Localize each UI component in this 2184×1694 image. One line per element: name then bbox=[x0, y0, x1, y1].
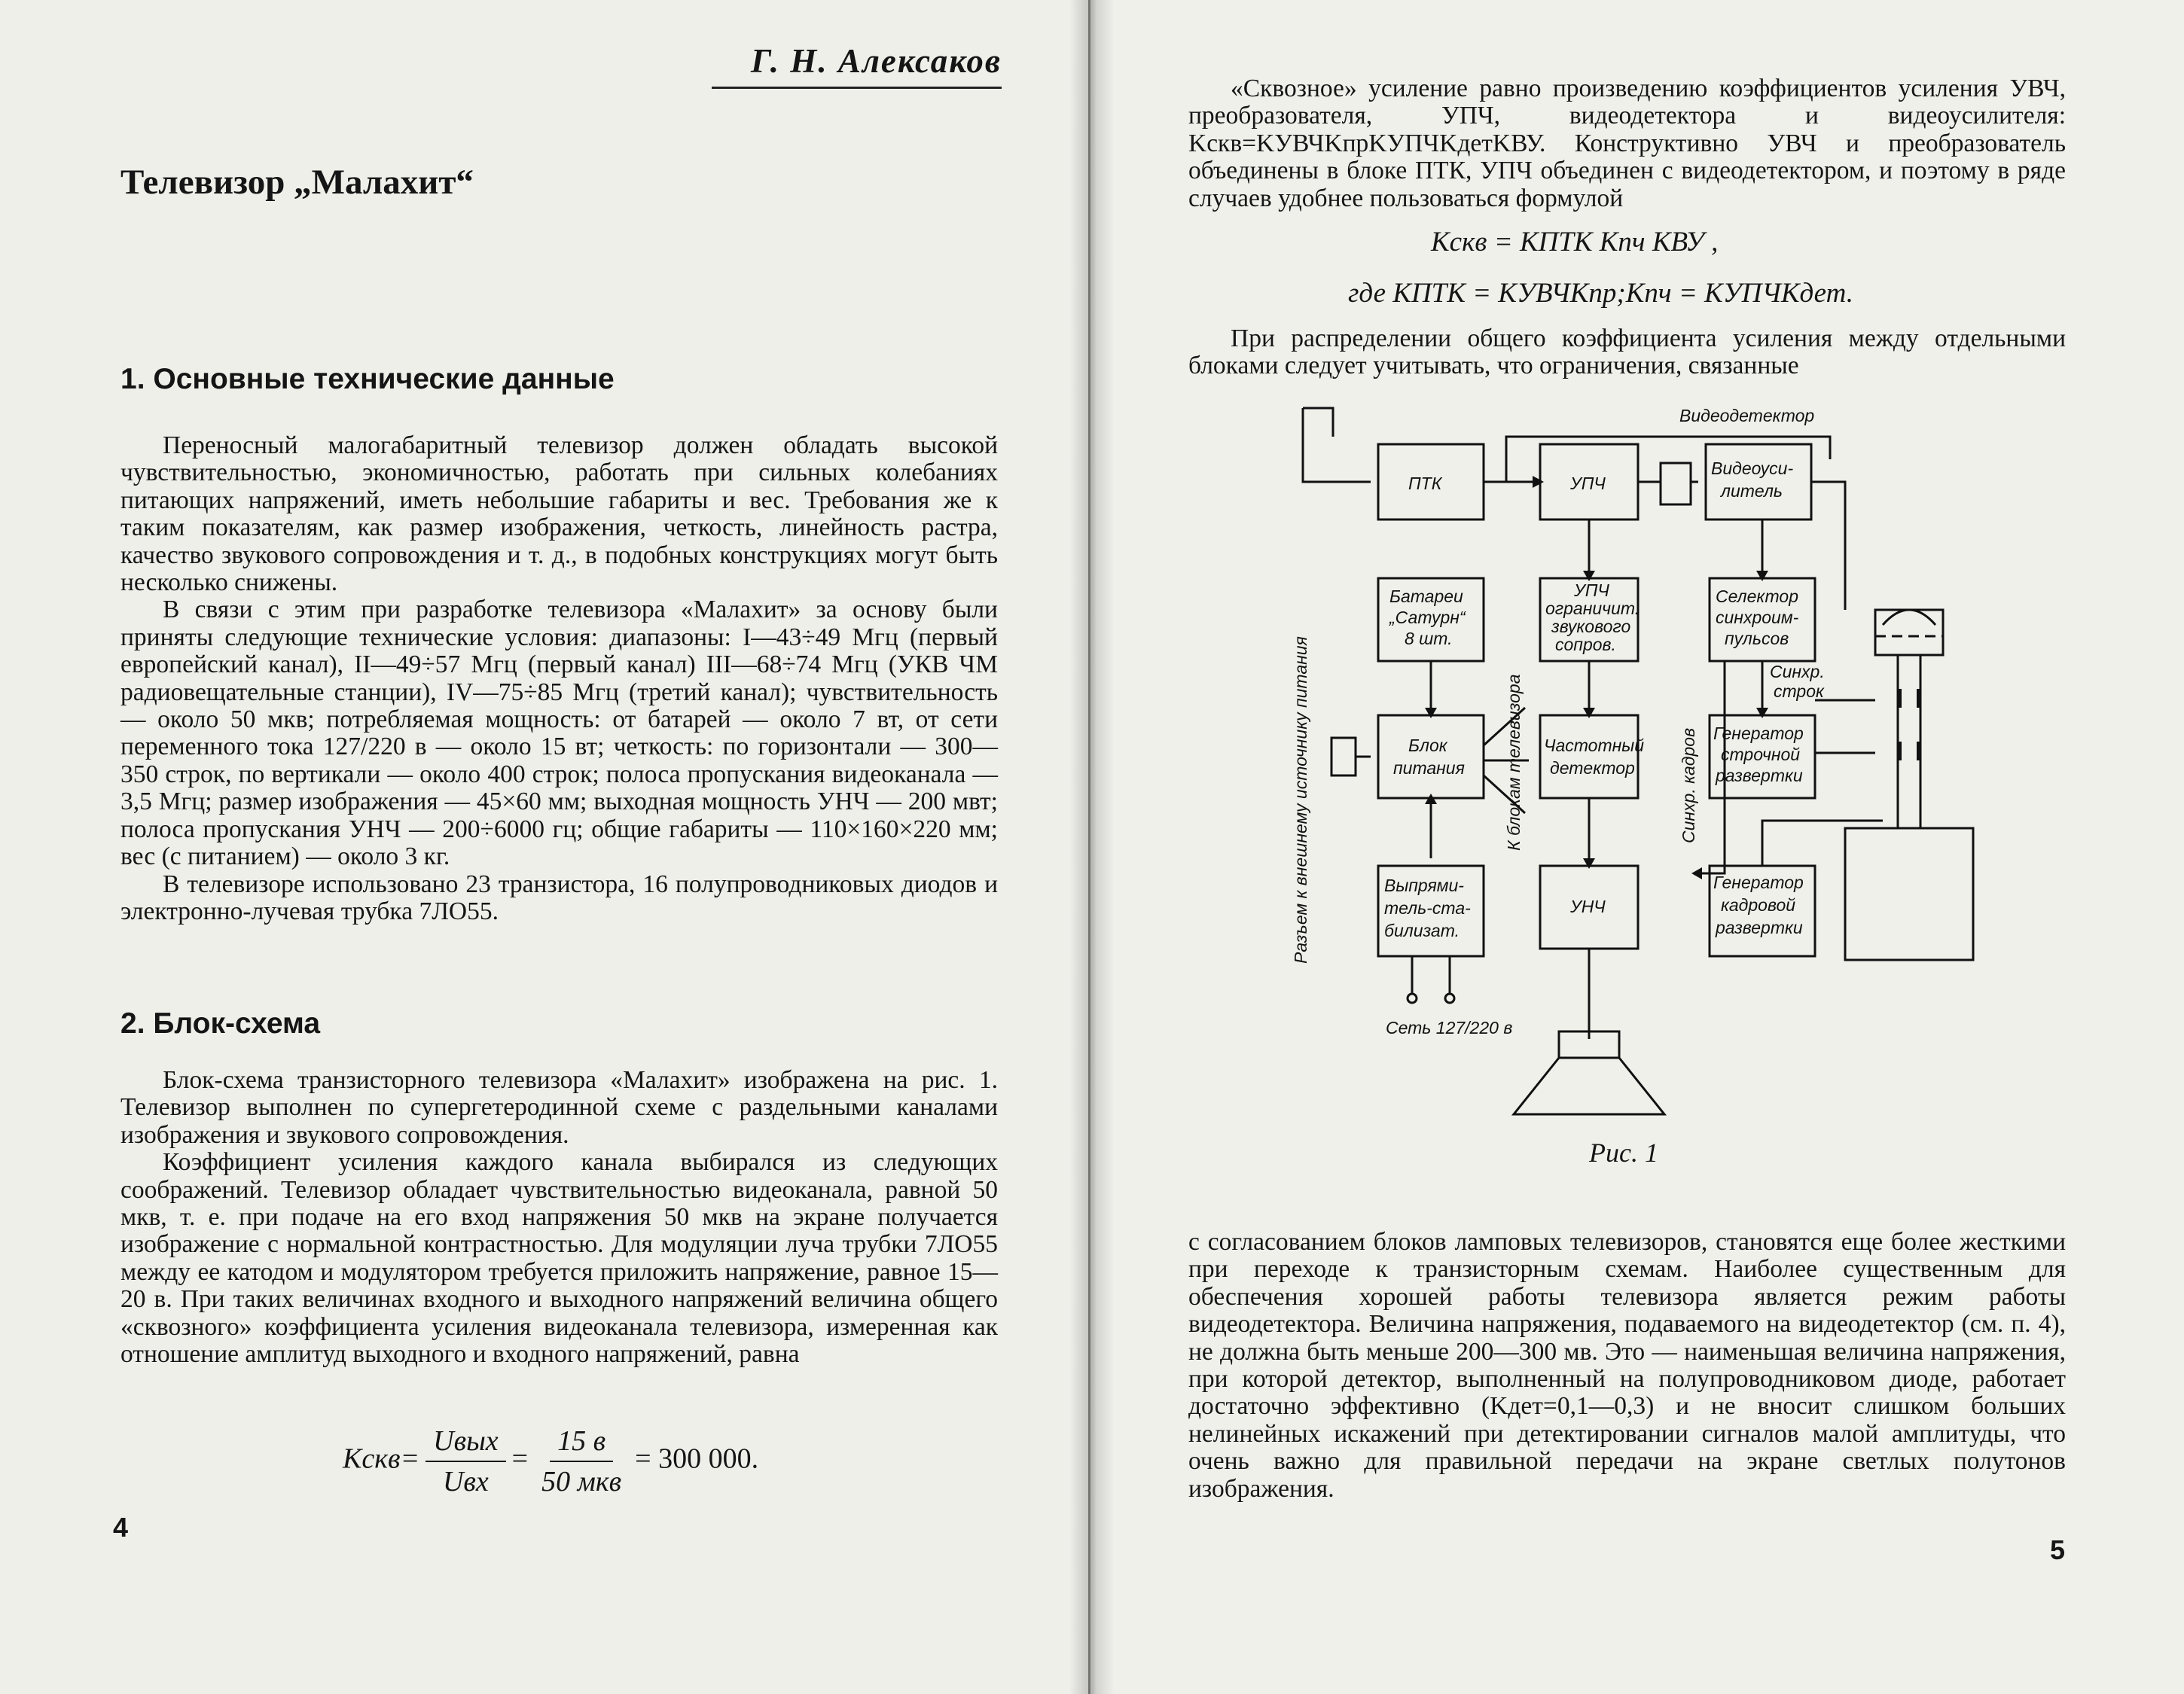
label-freq-detector: Частотный bbox=[1544, 736, 1645, 755]
body-text-block-2 bbox=[120, 1067, 998, 1368]
fraction-denominator: 50 мкв bbox=[541, 1466, 622, 1497]
antenna-line bbox=[1303, 408, 1333, 437]
label-vgen: Генератор bbox=[1713, 873, 1804, 892]
label-power: питания bbox=[1393, 758, 1465, 778]
formula-ptk-definition: где KПТК = KУВЧKпр;Kпч = KУПЧKдет. bbox=[1348, 278, 1854, 309]
paragraph: Коэффициент усиления каждого канала выбирался из следующих соображений. Телевизор обладает чувствительностью видеоканала, равной 50 мкв, т. е. при подаче на его вход напряжения 50 мкв на экране получается изображение с нормальной контрастностью. Для модуляции луча трубки 7ЛО55 между ее катодом и модулятором требуется приложить напряжение, равное 15—20 в. При таких величинах входного и выходного напряжений величина общего «сквозного» коэффициента усиления видеоканала телевизора, измеренная как отношение амплитуд выходного и входного напряжений, равна bbox=[120, 1148, 998, 1369]
arrow-icon bbox=[1533, 476, 1544, 488]
fraction-values bbox=[534, 1424, 629, 1498]
label-ptk: ПТК bbox=[1408, 474, 1442, 493]
arrow-icon bbox=[1583, 708, 1595, 718]
block-diagram bbox=[1243, 392, 1996, 1129]
label-ext-connector: Разъем к внешнему источнику питания bbox=[1291, 636, 1310, 964]
fraction-denominator: Uвх bbox=[442, 1466, 489, 1497]
label-sync-line: Синхр. bbox=[1770, 662, 1825, 681]
label-to-blocks: К блокам телевизора bbox=[1504, 674, 1524, 851]
right-text-block-2 bbox=[1188, 325, 2066, 380]
label-videodetector: Видеодетектор bbox=[1679, 406, 1815, 425]
formula-equals: = bbox=[511, 1443, 529, 1475]
label-sync-selector: синхроим- bbox=[1716, 608, 1799, 627]
formula-ptk: Kскв = KПТК Kпч KВУ , bbox=[1431, 227, 1719, 257]
label-battery: 8 шт. bbox=[1405, 629, 1453, 648]
author-name: Г. Н. Алексаков bbox=[712, 41, 1002, 89]
mains-wires bbox=[1412, 956, 1450, 994]
label-freq-detector: детектор bbox=[1550, 758, 1635, 778]
paragraph: Блок-схема транзисторного телевизора «Малахит» изображена на рис. 1. Телевизор выполнен по супергетеродинной схеме с раздельными каналами изображения и звукового сопровождения. bbox=[120, 1066, 998, 1149]
formula-result: = 300 000. bbox=[635, 1443, 759, 1475]
crt-cathode bbox=[1883, 610, 1935, 625]
fraction-numerator: 15 в bbox=[550, 1424, 613, 1462]
paragraph: В связи с этим при разработке телевизора «Малахит» за основу были приняты следующие технические условия: диапазоны: I—43÷49 Мгц (первый европейский канал), II—49÷57 Мгц (первый канал) III—68÷74 Мгц (УКВ ЧМ радиовещательные станции), IV—75÷85 Мгц (третий канал); чувствительность — около 50 мкв; потребляемая мощность: от батарей — около 7 вт, от сети переменного тока 127/220 в — около 15 вт; четкость: по горизонтали — 300—350 строк, по вертикали — около 400 строк; полоса пропускания видеоканала — 3,5 Мгц; размер изображения — 45×60 мм; выходная мощность УНЧ — 200 мвт; полоса пропускания УНЧ — 200÷6000 гц; общие габариты — 110×160×220 мм; вес (с питанием) — около 3 кг. bbox=[120, 596, 998, 871]
article-title: Телевизор „Малахит“ bbox=[120, 163, 474, 202]
crt-screen bbox=[1845, 828, 1973, 960]
label-rectifier: тель-ста- bbox=[1384, 898, 1471, 918]
block-power-supply bbox=[1378, 715, 1484, 798]
label-video-amp: литель bbox=[1721, 481, 1783, 501]
label-rectifier: Выпрями- bbox=[1384, 876, 1464, 895]
paragraph: При распределении общего коэффициента усиления между отдельными блоками следует учитывать, что ограничения, связанные bbox=[1188, 324, 2066, 380]
label-upch-limiter: УПЧ bbox=[1574, 580, 1609, 600]
label-hgen: строчной bbox=[1721, 745, 1801, 764]
paragraph: Переносный малогабаритный телевизор должен обладать высокой чувствительностью, экономичностью, работать при сильных колебаниях питающих напряжений, иметь небольшие габариты и вес. Требования же к таким показателям, как размер изображения, четкость, линейность растра, качество звукового сопровождения и т. д., в подобных конструкциях могут быть несколько снижены. bbox=[120, 431, 998, 597]
label-upch: УПЧ bbox=[1570, 474, 1606, 493]
figure-caption: Рис. 1 bbox=[1589, 1138, 1658, 1168]
wire-amp-crt bbox=[1811, 482, 1845, 610]
block-freq-detector bbox=[1540, 715, 1638, 798]
label-upch-limiter: ограничит. bbox=[1545, 599, 1640, 618]
ext-connector-box bbox=[1331, 738, 1356, 775]
mains-terminal bbox=[1408, 994, 1417, 1003]
label-sync-selector: пульсов bbox=[1725, 629, 1789, 648]
page-number-right: 5 bbox=[2050, 1534, 2066, 1565]
label-unch: УНЧ bbox=[1570, 897, 1606, 916]
label-sync-line: строк bbox=[1774, 681, 1824, 701]
arrow-icon bbox=[1583, 571, 1595, 581]
arrow-icon bbox=[1583, 858, 1595, 869]
paragraph: В телевизоре использовано 23 транзистора, 16 полупроводниковых диодов и электронно-лучевая трубка 7ЛО55. bbox=[120, 870, 998, 925]
arrow-icon bbox=[1425, 708, 1437, 718]
crt-neck bbox=[1875, 610, 1943, 655]
arrow-icon bbox=[1756, 571, 1768, 581]
label-video-amp: Видеоуси- bbox=[1711, 459, 1794, 478]
label-hgen: развертки bbox=[1716, 766, 1803, 785]
label-upch-limiter: звукового bbox=[1551, 617, 1631, 636]
body-text-block-1 bbox=[120, 432, 998, 925]
label-mains: Сеть 127/220 в bbox=[1386, 1018, 1513, 1037]
section-heading-2: 2. Блок-схема bbox=[120, 1007, 321, 1040]
arrow-icon bbox=[1756, 708, 1768, 718]
paragraph: с согласованием блоков ламповых телевизоров, становятся еще более жесткими при переходе к транзисторным схемам. Наиболее существенным для обеспечения хорошей работы телевизора является режим работы видеодетектора. Величина напряжения, подаваемого на видеодетектор (см. п. 4), не должна быть меньше 200—300 мв. Это — наименьшая величина напряжения, при которой детектор, выполненный на полупроводниковом диоде, работает достаточно эффективно (Kдет=0,1—0,3) и не вносит слишком больших нелинейных искажений при детектировании сигналов малой амплитуды, что очень важно для правильной передачи на экране светлых полутонов изображения. bbox=[1188, 1228, 2066, 1503]
label-rectifier: билизат. bbox=[1384, 921, 1460, 940]
left-page bbox=[0, 0, 1088, 1694]
antenna-feed bbox=[1303, 408, 1371, 482]
paragraph: «Сквозное» усиление равно произведению коэффициентов усиления УВЧ, преобразователя, УПЧ, видеодетектора и видеоусилителя: Kскв=KУВЧKпрKУПЧKдетKВУ. Конструктивно УВЧ и преобразователь объединены в блоке ПТК, УПЧ объединен с видеодетектором, и поэтому в ряде случаев удобнее пользоваться формулой bbox=[1188, 75, 2066, 212]
fraction-voltage bbox=[426, 1424, 506, 1498]
label-sync-frame: Синхр. кадров bbox=[1679, 727, 1698, 843]
label-power: Блок bbox=[1408, 736, 1447, 755]
label-vgen: развертки bbox=[1716, 918, 1803, 937]
page-number-left: 4 bbox=[113, 1512, 129, 1543]
mains-terminal bbox=[1445, 994, 1454, 1003]
fraction-numerator: Uвых bbox=[426, 1424, 506, 1462]
section-heading-1: 1. Основные технические данные bbox=[120, 363, 615, 395]
speaker-cone bbox=[1514, 1058, 1664, 1114]
right-text-block-3 bbox=[1188, 1229, 2066, 1503]
arrow-icon bbox=[1691, 867, 1702, 879]
label-hgen: Генератор bbox=[1713, 724, 1804, 743]
label-battery: „Сатурн“ bbox=[1389, 608, 1466, 627]
label-sync-selector: Селектор bbox=[1716, 587, 1799, 606]
right-text-block-1 bbox=[1188, 75, 2066, 212]
label-battery: Батареи bbox=[1389, 587, 1463, 606]
book-gutter-shadow bbox=[1069, 0, 1115, 1694]
formula-lhs: Kскв= bbox=[343, 1443, 420, 1475]
block-videodetector bbox=[1661, 463, 1691, 504]
label-vgen: кадровой bbox=[1721, 895, 1796, 915]
gain-formula bbox=[343, 1424, 758, 1498]
label-upch-limiter: сопров. bbox=[1555, 635, 1616, 654]
